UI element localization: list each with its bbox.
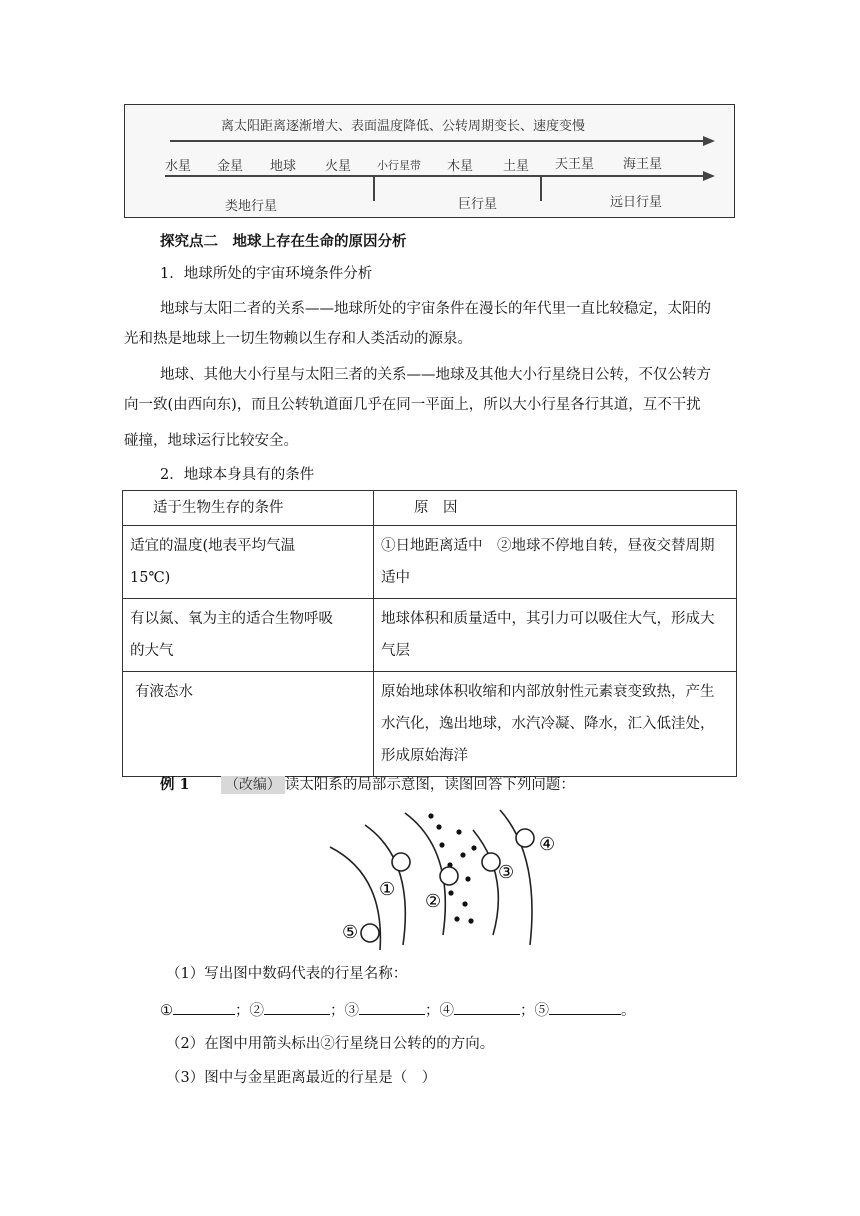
example-line: [160, 775, 575, 795]
table-cell: [123, 672, 374, 777]
cell-line: 水汽化，逸出地球，水汽冷凝、降水，汇入低洼处，: [381, 716, 715, 732]
planet-label: 海王星: [623, 157, 663, 172]
blank-label: ①: [160, 1003, 173, 1019]
blank-label: ；⑤: [520, 1003, 549, 1019]
table-cell: [123, 526, 374, 599]
table-header-cell: 原 因: [374, 491, 737, 526]
cell-line: 原始地球体积收缩和内部放射性元素衰变致热，产生: [381, 684, 715, 700]
item-1: 1．地球所处的宇宙环境条件分析: [160, 266, 373, 282]
example-prompt: 读太阳系的局部示意图，读图回答下列问题：: [284, 777, 575, 793]
group-arrow-head: [703, 171, 715, 181]
diagram-label-5: ⑤: [342, 922, 359, 943]
group-label-outer: 远日行星: [610, 195, 663, 210]
paragraph-line: 光和热是地球上一切生物赖以生存和人类活动的源泉。: [124, 331, 472, 347]
diagram-label-4: ④: [539, 834, 556, 855]
cell-line: ①日地距离适中 ②地球不停地自转，昼夜交替周期: [381, 538, 715, 554]
solar-system-diagram: [325, 805, 565, 955]
table-cell: [374, 526, 737, 599]
planet-label: 小行星带: [377, 159, 421, 172]
group-arrow-line: [165, 175, 705, 177]
answer-blank[interactable]: [173, 999, 235, 1015]
group-label-giant: 巨行星: [458, 197, 498, 212]
cell-line: 适中: [381, 570, 410, 586]
table-header-cell: 适于生物生存的条件: [123, 491, 374, 526]
cell-line: 的大气: [130, 643, 174, 659]
planet-label: 天王星: [555, 157, 595, 172]
planet-order-figure: [124, 104, 735, 218]
answer-blank[interactable]: [549, 999, 621, 1015]
asteroid-dot: [471, 845, 476, 850]
example-label: 例 1: [160, 776, 190, 793]
diagram-label-3: ③: [498, 862, 515, 883]
answer-blanks: [160, 999, 636, 1021]
asteroid-dot: [456, 829, 461, 834]
distance-arrow-head: [703, 136, 715, 146]
table-row: [123, 526, 737, 599]
asteroid-dot: [448, 890, 453, 895]
planet-label: 木星: [447, 159, 474, 174]
answer-blank[interactable]: [359, 999, 425, 1015]
group-divider: [373, 176, 375, 201]
asteroid-dot: [439, 842, 444, 847]
cell-line: 形成原始海洋: [381, 748, 468, 764]
question-3: （3）图中与金星距离最近的行星是（ ）: [166, 1070, 437, 1086]
answer-blank[interactable]: [264, 999, 330, 1015]
planet-circle: [516, 829, 534, 847]
question-1: （1）写出图中数码代表的行星名称：: [166, 966, 408, 982]
cell-line: 有液态水: [135, 684, 193, 700]
asteroid-dot: [436, 824, 441, 829]
diagram-label-2: ②: [425, 891, 442, 912]
planet-label: 地球: [270, 159, 297, 174]
section-heading: 探究点二 地球上存在生命的原因分析: [160, 233, 407, 250]
diagram-label-1: ①: [379, 879, 396, 900]
distance-arrow-line: [170, 140, 705, 142]
table-header-row: [123, 491, 737, 526]
group-label-terrestrial: 类地行星: [225, 199, 278, 214]
paragraph-line: 碰撞，地球运行比较安全。: [124, 433, 298, 449]
asteroid-dot: [454, 916, 459, 921]
table-cell: [374, 599, 737, 672]
cell-line: 地球体积和质量适中，其引力可以吸住大气，形成大: [381, 611, 715, 627]
table-row: [123, 599, 737, 672]
asteroid-dot: [462, 901, 467, 906]
planet-circle: [392, 853, 410, 871]
paragraph-line: 地球、其他大小行星与太阳三者的关系——地球及其他大小行星绕日公转，不仅公转方: [160, 367, 711, 383]
planet-circle: [361, 924, 379, 942]
asteroid-dot: [465, 876, 470, 881]
cell-line: 有以氮、氧为主的适合生物呼吸: [130, 611, 333, 627]
table-cell: [123, 599, 374, 672]
blank-label: ；④: [425, 1003, 454, 1019]
group-divider: [540, 176, 542, 201]
planet-label: 火星: [325, 159, 352, 174]
question-2: （2）在图中用箭头标出②行星绕日公转的的方向。: [166, 1036, 495, 1052]
paragraph-line: 地球与太阳二者的关系——地球所处的宇宙条件在漫长的年代里一直比较稳定，太阳的: [160, 301, 711, 317]
blank-label: ；②: [235, 1003, 264, 1019]
blank-label: 。: [621, 1003, 636, 1019]
planet-label: 土星: [503, 159, 530, 174]
cell-line: 气层: [381, 643, 410, 659]
planet-label: 金星: [217, 159, 244, 174]
cell-line: 15℃): [130, 570, 171, 586]
asteroid-dot: [468, 918, 473, 923]
example-tag: （改编）: [221, 776, 285, 794]
paragraph-line: 向一致(由西向东)，而且公转轨道面几乎在同一平面上，所以大小行星各行其道，互不干扰: [124, 397, 701, 413]
item-2: 2．地球本身具有的条件: [160, 467, 315, 483]
figure-top-label: 离太阳距离逐渐增大、表面温度降低、公转周期变长、速度变慢: [221, 119, 586, 134]
blank-label: ；③: [330, 1003, 359, 1019]
table-cell: [374, 672, 737, 777]
orbit-line: [473, 830, 498, 935]
orbit-line: [405, 813, 445, 935]
conditions-table: [122, 490, 737, 777]
asteroid-dot: [428, 813, 433, 818]
asteroid-dot: [460, 852, 465, 857]
planet-circle: [440, 867, 458, 885]
table-row: [123, 672, 737, 777]
planet-label: 水星: [165, 159, 192, 174]
cell-line: 适宜的温度(地表平均气温: [130, 538, 296, 554]
answer-blank[interactable]: [454, 999, 520, 1015]
